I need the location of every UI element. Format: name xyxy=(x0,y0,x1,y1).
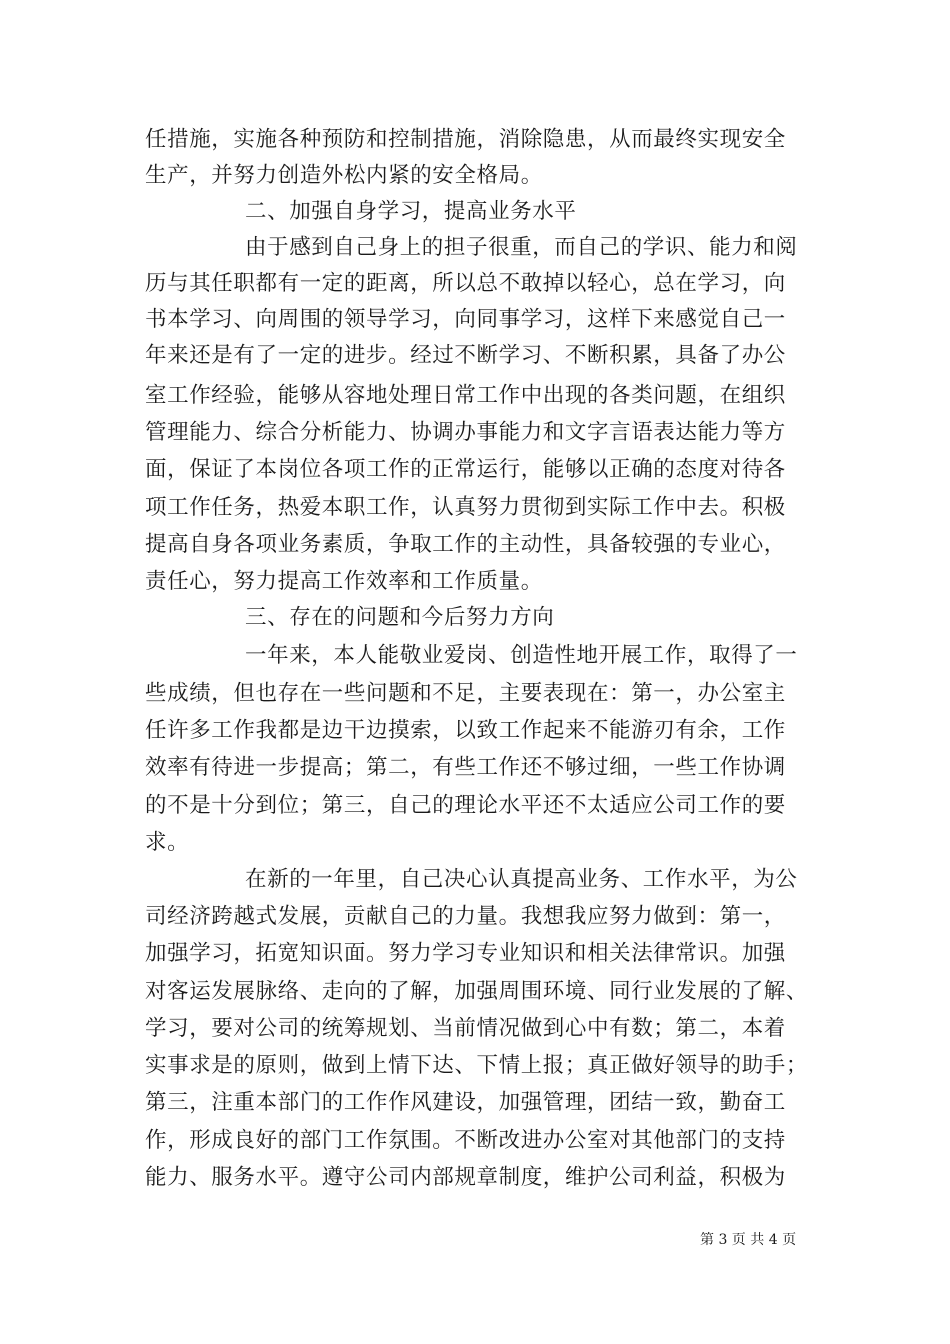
body-text-line: 任许多工作我都是边干边摸索，以致工作起来不能游刃有余，工作 xyxy=(145,718,786,743)
body-text-line: 加强学习，拓宽知识面。努力学习专业知识和相关法律常识。加强 xyxy=(145,941,786,966)
body-text-line: 作，形成良好的部门工作氛围。不断改进办公室对其他部门的支持 xyxy=(145,1128,786,1153)
body-text-line: 室工作经验，能够从容地处理日常工作中出现的各类问题，在组织 xyxy=(145,383,786,408)
body-text-line: 的不是十分到位；第三，自己的理论水平还不太适应公司工作的要 xyxy=(145,793,786,818)
body-text-line: 面，保证了本岗位各项工作的正常运行，能够以正确的态度对待各 xyxy=(145,457,786,482)
body-text-line: 些成绩，但也存在一些问题和不足，主要表现在：第一，办公室主 xyxy=(145,681,786,706)
body-text-line: 提高自身各项业务素质，争取工作的主动性，具备较强的专业心， xyxy=(145,532,786,557)
body-text-line: 一年来，本人能敬业爱岗、创造性地开展工作，取得了一 xyxy=(245,643,798,668)
body-text-line: 司经济跨越式发展，贡献自己的力量。我想我应努力做到：第一， xyxy=(145,904,786,929)
body-text-line: 对客运发展脉络、走向的了解，加强周围环境、同行业发展的了解、 xyxy=(145,979,809,1004)
body-text-line: 学习，要对公司的统筹规划、当前情况做到心中有数；第二，本着 xyxy=(145,1016,786,1041)
body-text-line: 第三，注重本部门的工作作风建设，加强管理，团结一致，勤奋工 xyxy=(145,1090,786,1115)
body-text-line: 在新的一年里，自己决心认真提高业务、工作水平，为公 xyxy=(245,867,798,892)
body-text-line: 任措施，实施各种预防和控制措施，消除隐患，从而最终实现安全 xyxy=(145,127,786,152)
section-heading-3: 三、存在的问题和今后努力方向 xyxy=(245,605,555,630)
body-text-line: 年来还是有了一定的进步。经过不断学习、不断积累，具备了办公 xyxy=(145,343,786,368)
body-text-line: 由于感到自己身上的担子很重，而自己的学识、能力和阅 xyxy=(245,235,798,260)
body-text-line: 求。 xyxy=(145,830,190,855)
body-text-line: 责任心，努力提高工作效率和工作质量。 xyxy=(145,569,543,594)
section-heading-2: 二、加强自身学习，提高业务水平 xyxy=(245,199,577,224)
body-text-line: 实事求是的原则，做到上情下达、下情上报；真正做好领导的助手； xyxy=(145,1053,809,1078)
body-text-line: 效率有待进一步提高；第二，有些工作还不够过细，一些工作协调 xyxy=(145,755,786,780)
body-text-line: 书本学习、向周围的领导学习，向同事学习，这样下来感觉自己一 xyxy=(145,307,786,332)
page-number-footer: 第 3 页 共 4 页 xyxy=(700,1232,797,1248)
body-text-line: 生产，并努力创造外松内紧的安全格局。 xyxy=(145,163,543,188)
body-text-line: 历与其任职都有一定的距离，所以总不敢掉以轻心，总在学习，向 xyxy=(145,271,786,296)
body-text-line: 能力、服务水平。遵守公司内部规章制度，维护公司利益，积极为 xyxy=(145,1165,786,1190)
body-text-line: 项工作任务，热爱本职工作，认真努力贯彻到实际工作中去。积极 xyxy=(145,495,786,520)
body-text-line: 管理能力、综合分析能力、协调办事能力和文字言语表达能力等方 xyxy=(145,420,786,445)
